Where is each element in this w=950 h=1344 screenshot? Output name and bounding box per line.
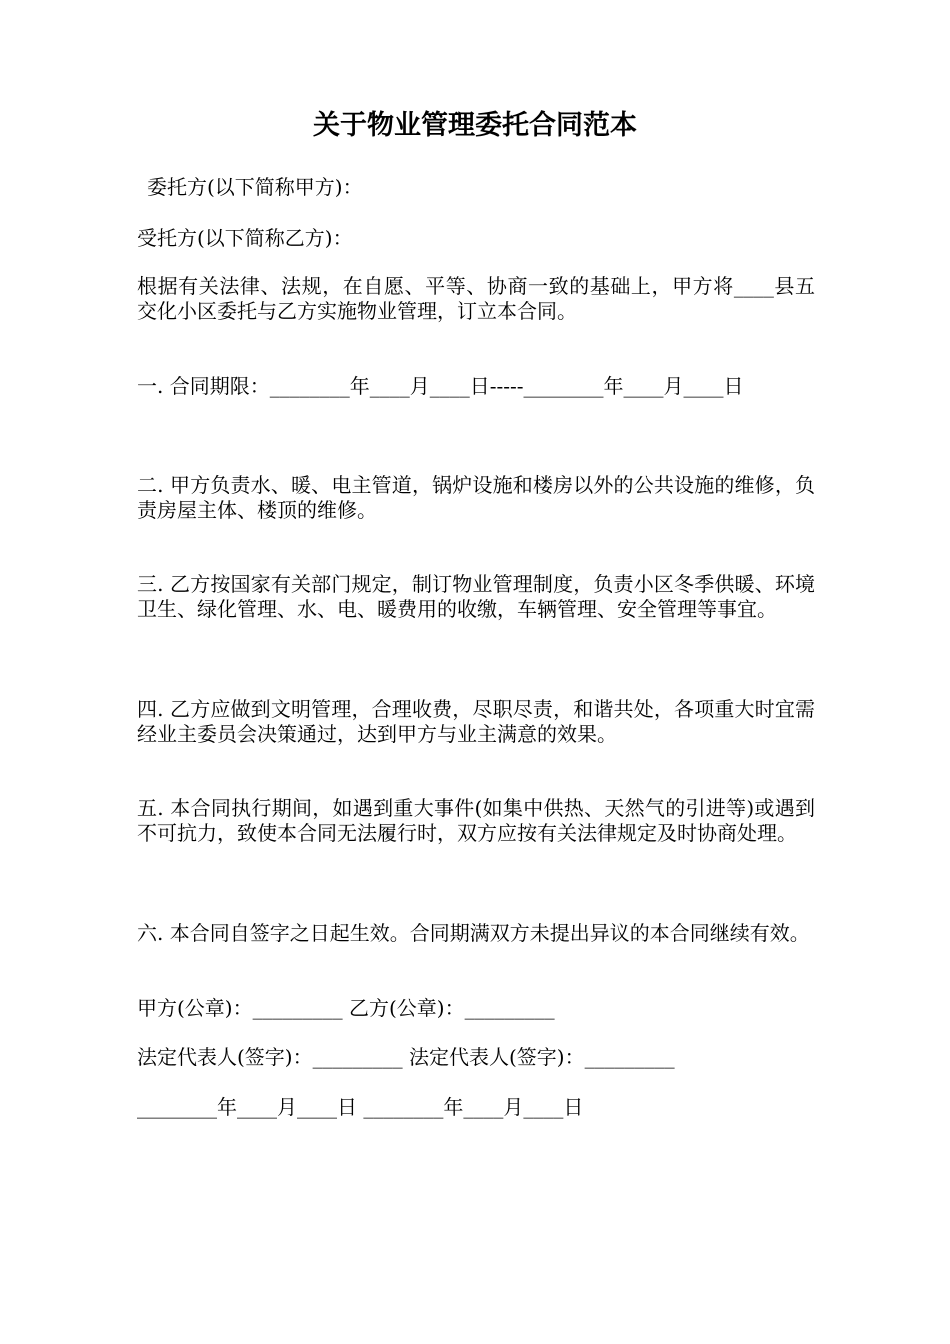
date-line: ________年____月____日 ________年____月____日 (137, 1095, 584, 1119)
clause-3: 三. 乙方按国家有关部门规定，制订物业管理制度，负责小区冬季供暖、环境卫生、绿化管理、水、电、暖费用的收缴，车辆管理、安全管理等事宜。 (137, 572, 815, 621)
signature-line: 法定代表人(签字)：_________ 法定代表人(签字)：_________ (137, 1045, 675, 1069)
preamble-paragraph: 根据有关法律、法规，在自愿、平等、协商一致的基础上，甲方将____县五交化小区委托与乙方实施物业管理，订立本合同。 (137, 274, 815, 323)
document-title: 关于物业管理委托合同范本 (313, 110, 637, 141)
clause-5: 五. 本合同执行期间，如遇到重大事件(如集中供热、天然气的引进等)或遇到不可抗力，致使本合同无法履行时，双方应按有关法律规定及时协商处理。 (137, 796, 815, 845)
clause-2: 二. 甲方负责水、暖、电主管道，锅炉设施和楼房以外的公共设施的维修，负责房屋主体、楼顶的维修。 (137, 473, 815, 522)
clause-1-term: 一. 合同期限：________年____月____日-----________年____月____日 (137, 374, 744, 398)
party-a-line: 委托方(以下简称甲方)： (147, 175, 363, 199)
seal-line: 甲方(公章)：_________ 乙方(公章)：_________ (137, 996, 555, 1020)
clause-6: 六. 本合同自签字之日起生效。合同期满双方未提出异议的本合同继续有效。 (137, 921, 810, 945)
party-b-line: 受托方(以下简称乙方)： (137, 226, 353, 250)
clause-4: 四. 乙方应做到文明管理，合理收费，尽职尽责，和谐共处，各项重大时宜需经业主委员会决策通过，达到甲方与业主满意的效果。 (137, 697, 815, 746)
